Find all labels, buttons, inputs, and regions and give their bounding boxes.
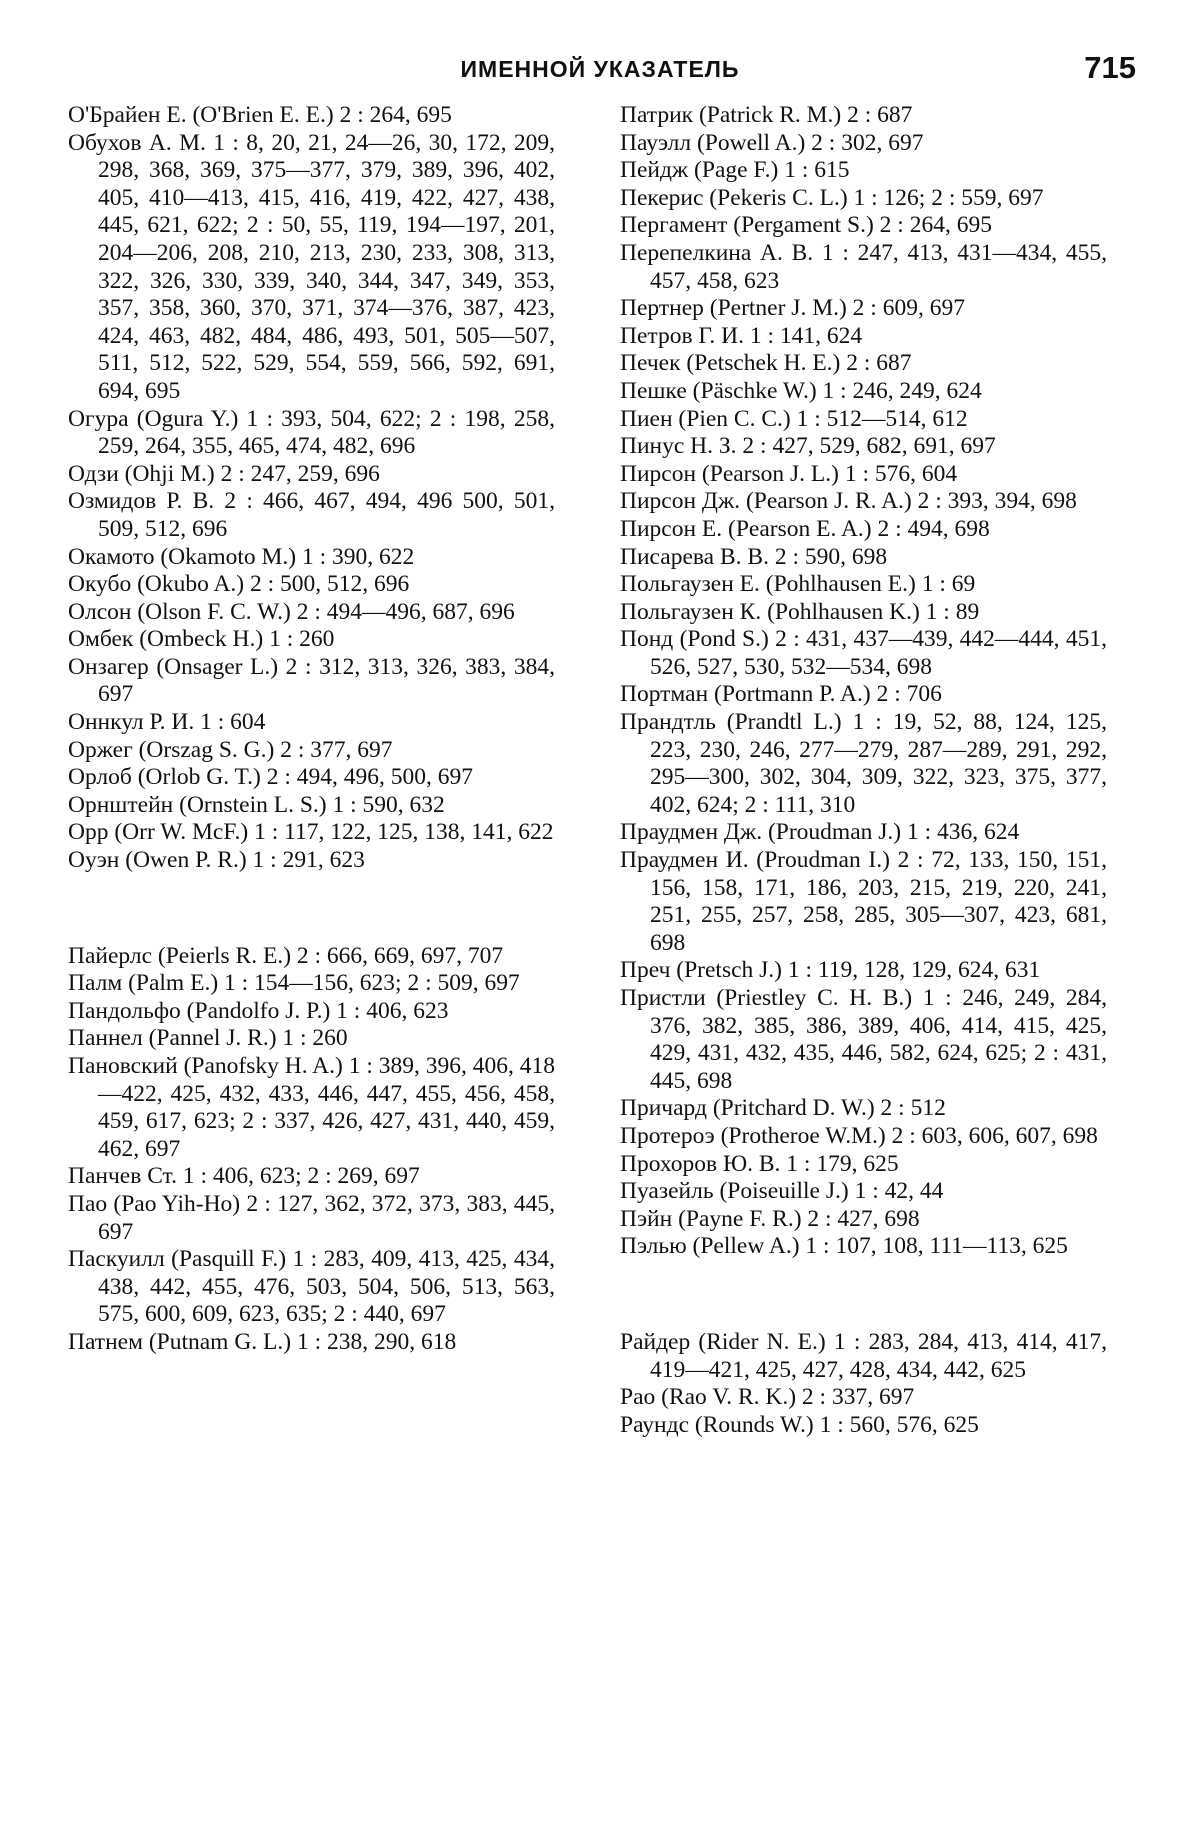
index-entry: О'Брайен Е. (O'Brien E. E.) 2 : 264, 695 [68,102,452,128]
index-entry: Пристли (Priestley C. H. B.) 1 : 246, 249, 284, 376, 382, 385, 386, 389, 406, 414, 415, 425, 429, 431, 432, 435, 446, 582, 624, 625; 2 : 431, 445, 698 [620,985,1107,1094]
index-entry: Праудмен Дж. (Proudman J.) 1 : 436, 624 [620,819,1020,846]
index-entry: Прохоров Ю. В. 1 : 179, 625 [620,1150,899,1177]
index-entry: Рао (Rao V. R. K.) 2 : 337, 697 [620,1384,915,1411]
index-entry: Пергамент (Pergament S.) 2 : 264, 695 [620,212,992,239]
index-entry: Писарева В. В. 2 : 590, 698 [620,543,888,570]
index-entry: Орлоб (Orlob G. T.) 2 : 494, 496, 500, 697 [68,764,474,791]
index-entry: Причард (Pritchard D. W.) 2 : 512 [620,1095,946,1122]
index-entry: Пешке (Päschke W.) 1 : 246, 249, 624 [620,377,982,404]
index-entry: Пауэлл (Powell A.) 2 : 302, 697 [620,129,924,156]
index-entry: Преч (Pretsch J.) 1 : 119, 128, 129, 624, 631 [620,957,1041,984]
index-entry: Орнштейн (Ornstein L. S.) 1 : 590, 632 [68,791,445,818]
index-entry: Пиен (Pien C. C.) 1 : 512—514, 612 [620,405,968,432]
index-entry: Пирсон Е. (Pearson E. A.) 2 : 494, 698 [620,515,990,542]
index-entry: Патрик (Patrick R. M.) 2 : 687 [620,102,913,128]
index-entry: Обухов А. М. 1 : 8, 20, 21, 24—26, 30, 172, 209, 298, 368, 369, 375—377, 379, 389, 396, 402, 405, 410—413, 415, 416, 419, 422, 427, 438, 445, 621, 622; 2 : 50, 55, 119, 194—197, 201, 204—206, 208, 210, 213, 230, 233, 308, 313, 322, 326, 330, 339, 340, 344, 347, 349, 353, 357, 358, 360, 370, 371, 374—376, 387, 423, 424, 463, 482, 484, 486, 493, 501, 505—507, 511, 512, 522, 529, 554, 559, 566, 592, 691, 694, 695 [68,129,555,404]
index-entry: Патнем (Putnam G. L.) 1 : 238, 290, 618 [68,1328,457,1355]
index-entry: Пертнер (Pertner J. M.) 2 : 609, 697 [620,295,965,322]
index-entry: Пэйн (Payne F. R.) 2 : 427, 698 [620,1205,920,1232]
index-entry: Пирсон (Pearson J. L.) 1 : 576, 604 [620,460,958,487]
index-entry: Прандтль (Prandtl L.) 1 : 19, 52, 88, 124, 125, 223, 230, 246, 277—279, 287—289, 291, 292, 295—300, 302, 304, 309, 322, 323, 375, 377, 402, 624; 2 : 111, 310 [620,709,1107,818]
index-entry: Окамото (Okamoto M.) 1 : 390, 622 [68,543,415,570]
index-entry: Пинус Н. З. 2 : 427, 529, 682, 691, 697 [620,433,996,460]
page-number: 715 [1084,50,1136,85]
index-entry: Палм (Palm E.) 1 : 154—156, 623; 2 : 509, 697 [68,970,520,997]
index-entry: Окубо (Okubo A.) 2 : 500, 512, 696 [68,571,410,598]
index-entry: Перепелкина А. В. 1 : 247, 413, 431—434, 455, 457, 458, 623 [620,239,1107,294]
index-entry: Петров Г. И. 1 : 141, 624 [620,322,863,349]
index-entry: Протероэ (Protheroe W.M.) 2 : 603, 606, 607, 698 [620,1122,1098,1149]
index-entry: Понд (Pond S.) 2 : 431, 437—439, 442—444, 451, 526, 527, 530, 532—534, 698 [620,626,1107,680]
index-entry: Праудмен И. (Proudman I.) 2 : 72, 133, 150, 151, 156, 158, 171, 186, 203, 215, 219, 220, 241, 251, 255, 257, 258, 285, 305—307, 423, 681, 698 [620,847,1107,956]
index-entry: Пуазейль (Poiseuille J.) 1 : 42, 44 [620,1178,944,1205]
index-entry: Панчев Ст. 1 : 406, 623; 2 : 269, 697 [68,1163,420,1190]
index-entry: Пирсон Дж. (Pearson J. R. A.) 2 : 393, 394, 698 [620,488,1077,515]
index-entry: Портман (Portmann P. A.) 2 : 706 [620,681,942,708]
right-column [620,102,1107,1439]
index-entry: Польгаузен К. (Pohlhausen K.) 1 : 89 [620,598,980,625]
index-entry: Оннкул Р. И. 1 : 604 [68,709,266,736]
section-gap [68,891,555,927]
index-entry: Омбек (Ombeck H.) 1 : 260 [68,626,335,653]
index-entry: Пао (Pao Yih-Ho) 2 : 127, 362, 372, 373, 383, 445, 697 [68,1190,555,1245]
index-entry: Олсон (Olson F. C. W.) 2 : 494—496, 687, 696 [68,598,515,625]
index-entry: Паннел (Pannel J. R.) 1 : 260 [68,1025,348,1052]
index-entry: Озмидов Р. В. 2 : 466, 467, 494, 496 500, 501, 509, 512, 696 [68,488,555,542]
running-head: ИМЕННОЙ УКАЗАТЕЛЬ [460,56,740,82]
index-entry: Паскуилл (Pasquill F.) 1 : 283, 409, 413, 425, 434, 438, 442, 455, 476, 503, 504, 506, 513, 563, 575, 600, 609, 623, 635; 2 : 440, 697 [68,1246,555,1328]
index-entry: Пейдж (Page F.) 1 : 615 [620,157,850,184]
index-entry: Пекерис (Pekeris C. L.) 1 : 126; 2 : 559, 697 [620,184,1044,211]
index-entry: Печек (Petschek H. E.) 2 : 687 [620,350,912,377]
section-gap [620,1277,1107,1313]
index-entry: Орр (Orr W. McF.) 1 : 117, 122, 125, 138, 141, 622 [68,819,554,846]
index-entry: Оржег (Orszag S. G.) 2 : 377, 697 [68,736,393,763]
left-column [68,102,555,1357]
index-entry: Раундс (Rounds W.) 1 : 560, 576, 625 [620,1411,979,1438]
index-entry: Пайерлс (Peierls R. E.) 2 : 666, 669, 697, 707 [68,942,504,969]
index-entry: Пандольфо (Pandolfo J. P.) 1 : 406, 623 [68,997,449,1024]
index-entry: Огура (Ogura Y.) 1 : 393, 504, 622; 2 : 198, 258, 259, 264, 355, 465, 474, 482, 696 [68,405,555,460]
index-entry: Пэлью (Pellew A.) 1 : 107, 108, 111—113, 625 [620,1233,1068,1260]
index-entry: Онзагер (Onsager L.) 2 : 312, 313, 326, 383, 384, 697 [68,653,555,708]
index-entry: Оуэн (Owen P. R.) 1 : 291, 623 [68,847,365,874]
index-entry: Пановский (Panofsky H. A.) 1 : 389, 396, 406, 418—422, 425, 432, 433, 446, 447, 455, 456, 458, 459, 617, 623; 2 : 337, 426, 427, 431, 440, 459, 462, 697 [68,1053,555,1162]
index-entry: Польгаузен Е. (Pohlhausen E.) 1 : 69 [620,571,976,598]
index-entry: Одзи (Ohji M.) 2 : 247, 259, 696 [68,460,380,487]
index-entry: Райдер (Rider N. E.) 1 : 283, 284, 413, 414, 417, 419—421, 425, 427, 428, 434, 442, 625 [620,1328,1107,1383]
